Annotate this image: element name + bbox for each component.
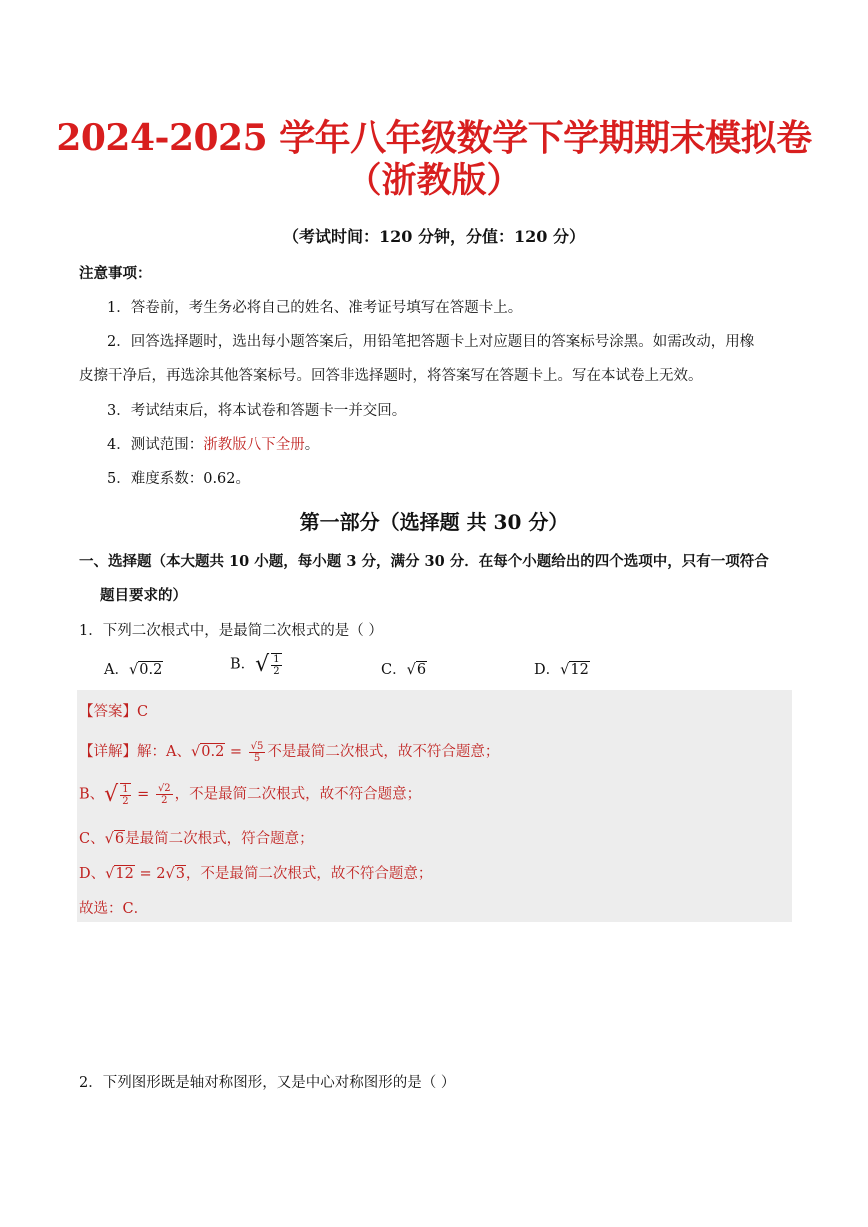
detail-line-1-eq: =	[225, 744, 247, 760]
detail-line-4-radicand-2: 3	[175, 866, 185, 882]
note-1: 1．答卷前，考生务必将自己的姓名、准考证号填写在答题卡上。	[107, 300, 523, 316]
detail-line-1-prefix: 解：A、	[137, 744, 191, 760]
radical-icon: √	[165, 866, 175, 882]
answer-tag: 【答案】	[79, 704, 137, 720]
option-d-radicand: 12	[570, 662, 589, 678]
radical-icon: √	[190, 744, 201, 760]
option-d	[534, 658, 590, 679]
detail-line-2-numerator: 1	[122, 783, 129, 795]
radical-icon: √	[104, 782, 119, 807]
detail-line-3-suffix: 是最简二次根式，符合题意；	[125, 831, 314, 847]
detail-line-2-rnumerator: √2	[157, 783, 171, 794]
detail-line-4-radicand: 12	[115, 866, 134, 882]
exam-info: （考试时间：120 分钟，分值：120 分）	[283, 227, 585, 246]
note-2-line1: 2．回答选择题时，选出每小题答案后，用铅笔把答题卡上对应题目的答案标号涂黑。如需改动，用橡	[107, 334, 755, 350]
detail-line-1-numerator: √5	[250, 740, 264, 752]
radical-icon: √	[406, 662, 416, 678]
question-1-stem: 1．下列二次根式中，是最简二次根式的是（ ）	[79, 623, 383, 639]
detail-line-1-radicand: 0.2	[201, 744, 225, 760]
detail-line-2-denominator: 2	[122, 795, 129, 807]
detail-line-2-suffix: ，不是最简二次根式，故不符合题意；	[174, 786, 422, 803]
option-a-radicand: 0.2	[139, 662, 163, 678]
detail-line-4	[79, 862, 432, 883]
section-instructions-line2: 题目要求的）	[100, 587, 187, 604]
option-b-denominator: 2	[273, 665, 280, 677]
answer-value: C	[137, 704, 149, 720]
detail-line-5: 故选：C．	[79, 901, 149, 917]
note-3: 3．考试结束后，将本试卷和答题卡一并交回。	[107, 403, 407, 419]
exam-subtitle: （浙教版）	[346, 160, 522, 201]
detail-line-1	[79, 740, 499, 764]
answer-line	[79, 700, 148, 721]
option-a-label: A．	[104, 662, 129, 678]
option-b-numerator: 1	[273, 653, 280, 665]
radical-icon: √	[255, 652, 270, 677]
question-2-stem: 2．下列图形既是轴对称图形，又是中心对称图形的是（ ）	[79, 1075, 456, 1091]
detail-line-4-suffix: ，不是最简二次根式，故不符合题意；	[185, 866, 433, 882]
note-4-suffix: 。	[304, 437, 320, 453]
detail-line-4-prefix: D、	[79, 866, 106, 882]
detail-line-3	[79, 827, 314, 848]
section-instructions-line1: 一、选择题（本大题共 10 小题，每小题 3 分，满分 30 分．在每个小题给出的四个选项中，只有一项符合	[79, 553, 769, 570]
option-c-radicand: 6	[416, 662, 427, 678]
note-5: 5．难度系数：0.62。	[107, 471, 251, 487]
test-scope: 浙教版八下全册	[203, 437, 305, 453]
detail-line-2	[79, 782, 421, 807]
radical-icon: √	[105, 866, 115, 882]
radical-icon: √	[104, 831, 114, 847]
detail-line-2-eq: =	[132, 786, 154, 803]
section-title: 第一部分（选择题 共 30 分）	[299, 510, 569, 534]
detail-line-3-prefix: C、	[79, 831, 105, 847]
note-4-prefix: 4．测试范围：	[107, 437, 204, 453]
detail-line-3-radicand: 6	[114, 831, 125, 847]
note-2-line2: 皮擦干净后，再选涂其他答案标号。回答非选择题时，将答案写在答题卡上。写在本试卷上无效。	[79, 368, 703, 384]
option-c-label: C．	[381, 662, 407, 678]
detail-line-1-denominator: 5	[253, 752, 261, 764]
detail-line-2-rdenominator: 2	[161, 795, 168, 806]
detail-tag: 【详解】	[79, 744, 137, 760]
option-b-label: B．	[230, 656, 256, 673]
detail-line-2-prefix: B、	[79, 786, 105, 803]
detail-line-1-suffix: 不是最简二次根式，故不符合题意；	[267, 744, 500, 760]
exam-title: 2024-2025 学年八年级数学下学期期末模拟卷	[56, 117, 812, 159]
option-c	[381, 658, 427, 679]
option-d-label: D．	[534, 662, 561, 678]
note-4	[107, 433, 319, 454]
radical-icon: √	[128, 662, 139, 678]
option-b	[230, 652, 284, 677]
option-a	[104, 658, 163, 679]
radical-icon: √	[560, 662, 570, 678]
detail-line-4-eq: = 2	[134, 866, 166, 882]
notes-heading: 注意事项：	[79, 265, 152, 282]
